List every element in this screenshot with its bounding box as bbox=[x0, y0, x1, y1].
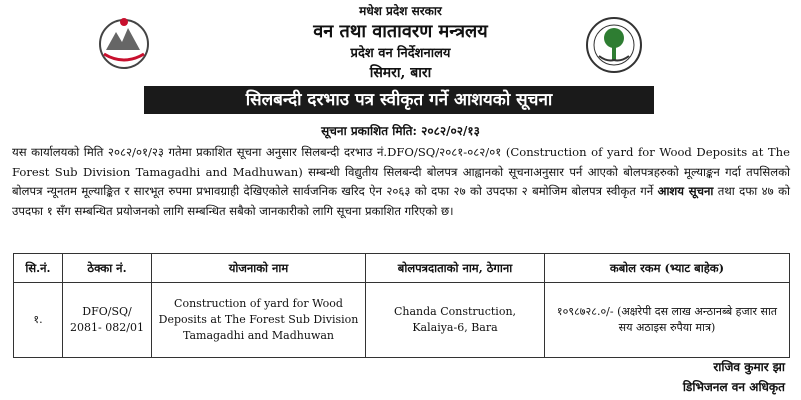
letterhead bbox=[0, 0, 801, 84]
col-header-bidder: बोलपत्रदाताको नाम, ठेगाना bbox=[366, 254, 545, 283]
notice-body bbox=[12, 143, 790, 221]
published-date: सूचना प्रकाशित मिति: २०८२/०२/१३ bbox=[321, 124, 480, 138]
body-text-part2: तथा दफा ४७ को उपदफा १ सँग सम्बन्धित प्रयोजनको लागि सम्बन्धित सबैको जानकारीको लागि सूचना प्रकाशित गरिएको छ। bbox=[12, 184, 790, 218]
cell-project: Construction of yard for Wood Deposits at The Forest Sub Division Tamagadhi and Madhuwan bbox=[152, 283, 366, 358]
bid-table bbox=[13, 253, 790, 358]
office-location: सिमरा, बारा bbox=[369, 65, 432, 81]
col-header-project: योजनाको नाम bbox=[152, 254, 366, 283]
table-header-row bbox=[14, 254, 790, 283]
forest-logo-icon bbox=[585, 16, 643, 74]
body-bold-text: आशय सूचना bbox=[657, 184, 714, 198]
cell-sn: १. bbox=[14, 283, 63, 358]
ministry-name: वन तथा वातावरण मन्त्रलय bbox=[313, 21, 488, 42]
col-header-amount: कबोल रकम (भ्याट बाहेक) bbox=[545, 254, 790, 283]
col-header-sn: सि.नं. bbox=[14, 254, 63, 283]
signatory-name: राजिव कुमार झा bbox=[713, 360, 785, 374]
table-row bbox=[14, 283, 790, 358]
cell-contract-no: DFO/SQ/ 2081- 082/01 bbox=[63, 283, 152, 358]
cell-amount: १०९८७२८.०/- (अक्षरेपी दस लाख अन्ठानब्बे हजार सात सय अठाइस रुपैया मात्र) bbox=[545, 283, 790, 358]
col-header-contract: ठेक्का नं. bbox=[63, 254, 152, 283]
signatory-title: डिभिजनल वन अधिकृत bbox=[682, 380, 785, 394]
government-name: मधेश प्रदेश सरकार bbox=[359, 4, 442, 18]
directorate-name: प्रदेश वन निर्देशनालय bbox=[350, 46, 451, 61]
cell-bidder: Chanda Construction, Kalaiya-6, Bara bbox=[366, 283, 545, 358]
body-text-part1: यस कार्यालयको मिति २०८२/०१/२३ गतेमा प्रकाशित सूचना अनुसार सिलबन्दी दरभाउ नं.DFO/SQ/२०८१-०८२/०१ (Construction of yard for Wood Deposits at The Forest Sub Division Tamagadhi and Madhuwan) सम्बन्धी विद्युतीय सिलबन्दी बोलपत्र आह्वानको सूचनाअनुसार पर्न आएको बोलपत्रहरुको मूल्याङ्कन गर्दा तपसिलको बोलपत्र न्यूनतम मूल्याङ्कित र सारभूत रुपमा प्रभावग्राही देखिएकोले सार्वजनिक खरिद ऐन २०६३ को दफा २७ को उपदफा २ बमोजिम बोलपत्र स्वीकृत गर्ने bbox=[12, 145, 790, 198]
notice-title-banner: सिलबन्दी दरभाउ पत्र स्वीकृत गर्ने आशयको सूचना bbox=[144, 86, 654, 114]
